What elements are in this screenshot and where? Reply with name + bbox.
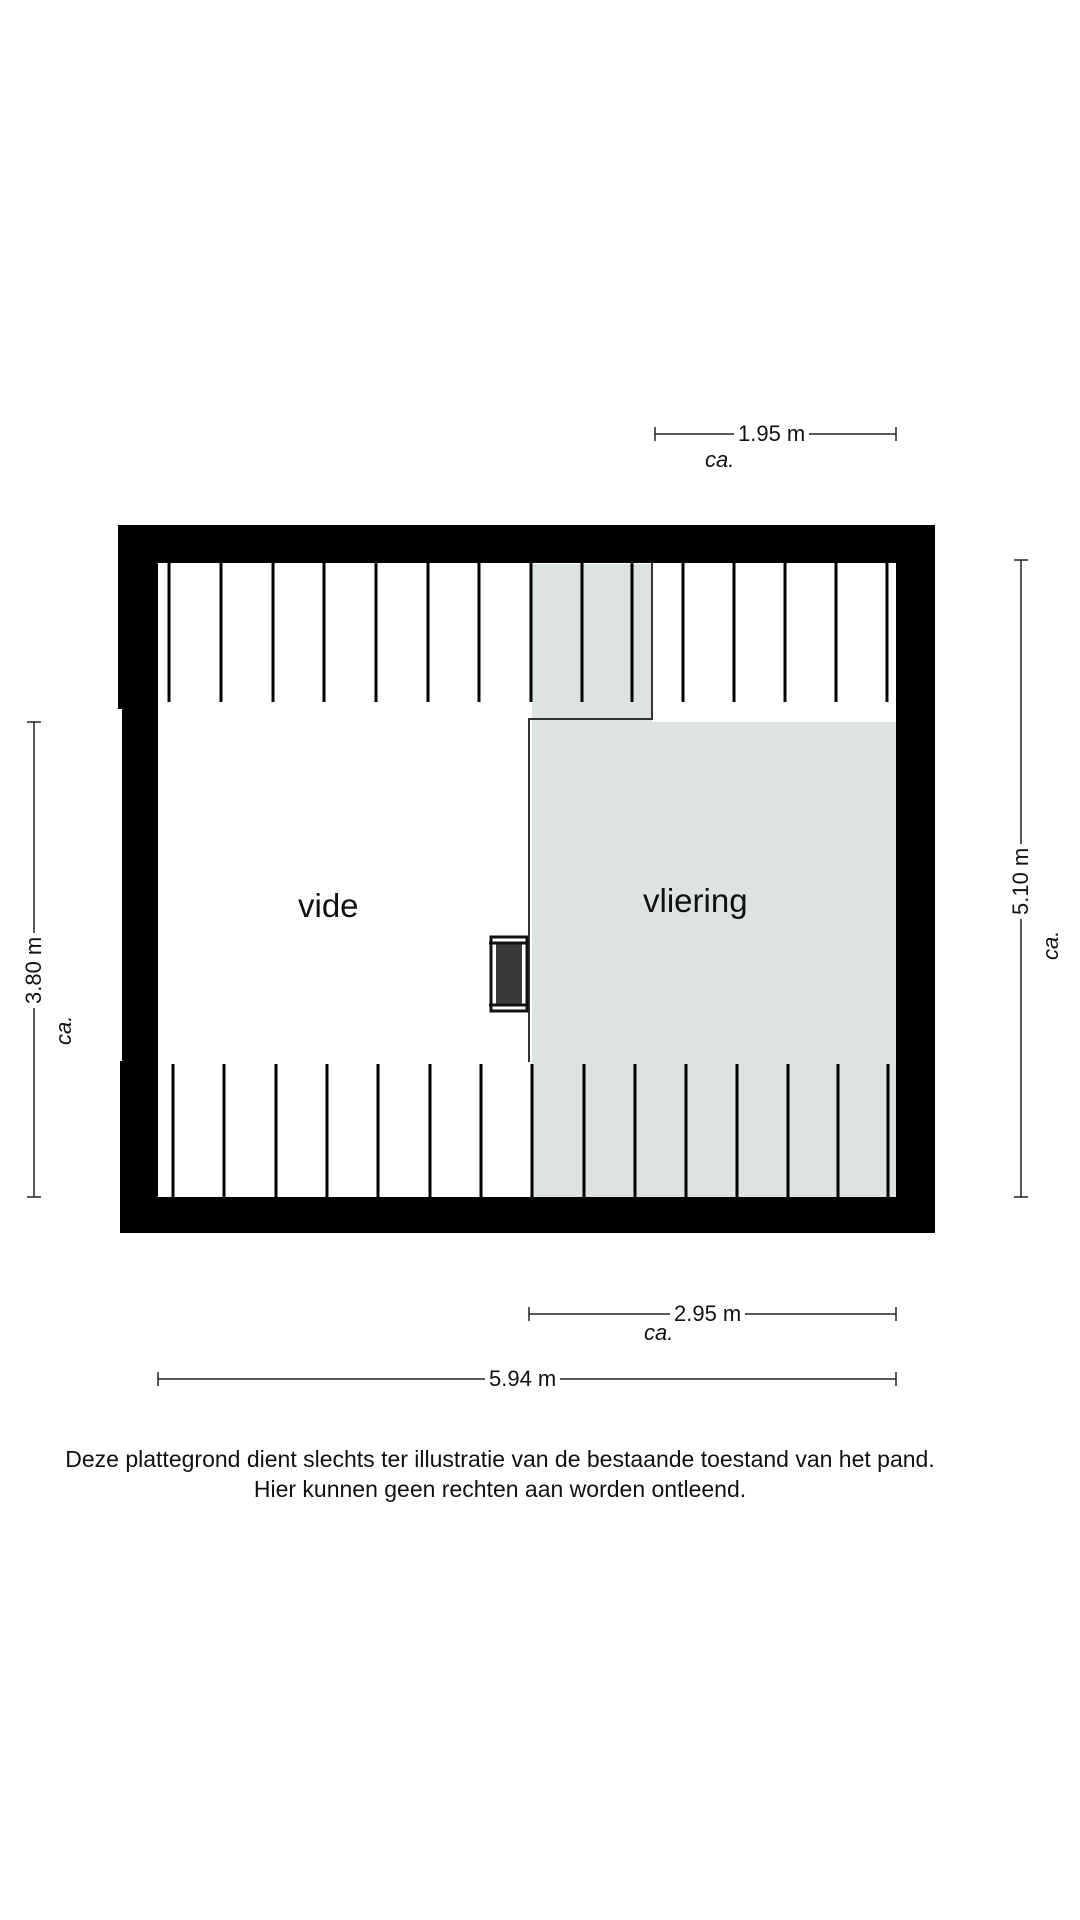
dimension-right-qualifier: ca.	[1038, 930, 1063, 960]
disclaimer-line-2: Hier kunnen geen rechten aan worden ontleend.	[253, 1476, 747, 1502]
disclaimer-line-1: Deze plattegrond dient slechts ter illustratie van de bestaande toestand van het pand.	[65, 1446, 935, 1472]
dimension-total-width: 5.94 m	[485, 1368, 560, 1390]
dimension-bottom-qualifier: ca.	[644, 1320, 674, 1345]
room-label-vide: vide	[298, 887, 359, 924]
rafters-top	[169, 563, 887, 702]
dimension-top-qualifier: ca.	[705, 447, 735, 472]
dimension-left-qualifier: ca.	[51, 1015, 76, 1045]
room-label-vliering: vliering	[643, 882, 748, 919]
vliering-area	[532, 564, 896, 1197]
attic-ladder	[489, 937, 529, 1011]
dimension-top-width: 1.95 m	[734, 423, 809, 445]
dimension-right-height: 5.10 m	[1010, 844, 1032, 919]
dimension-bottom-partial: 2.95 m	[670, 1303, 745, 1325]
dimension-left-height: 3.80 m	[23, 933, 45, 1008]
disclaimer	[0, 1444, 1000, 1504]
